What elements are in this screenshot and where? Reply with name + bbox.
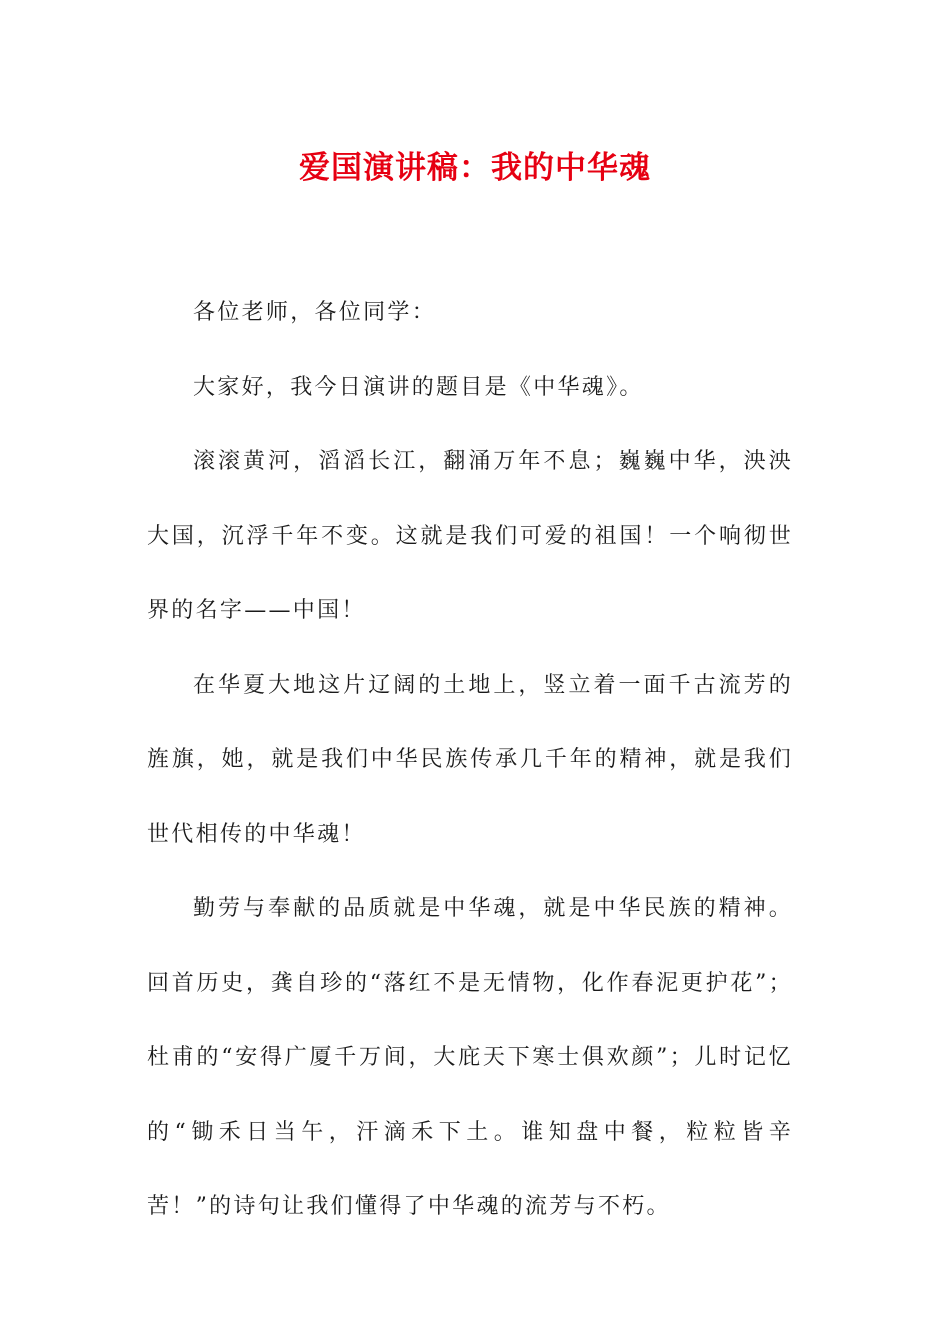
paragraph-banner: 在华夏大地这片辽阔的土地上，竖立着一面千古流芳的旌旗，她，就是我们中华民族传承几千年的精神，就是我们世代相传的中华魂！ xyxy=(147,672,793,847)
paragraph-history: 勤劳与奉献的品质就是中华魂，就是中华民族的精神。回首历史，龚自珍的“落红不是无情物，化作春泥更护花”；杜甫的“安得广厦千万间，大庇天下寒士俱欢颜”；儿时记忆的“锄禾日当午，汗滴禾下土。谁知盘中餐，粒粒皆辛苦！”的诗句让我们懂得了中华魂的流芳与不朽。 xyxy=(147,896,793,1219)
document-body xyxy=(147,276,793,1245)
paragraph-greeting: 各位老师，各位同学： xyxy=(193,300,437,325)
paragraph-rivers: 滚滚黄河，滔滔长江，翻涌万年不息；巍巍中华，泱泱大国，沉浮千年不变。这就是我们可爱的祖国！一个响彻世界的名字——中国！ xyxy=(147,449,793,623)
document-title: 爱国演讲稿：我的中华魂 xyxy=(299,150,651,186)
paragraph-intro: 大家好，我今日演讲的题目是《中华魂》。 xyxy=(193,374,644,400)
